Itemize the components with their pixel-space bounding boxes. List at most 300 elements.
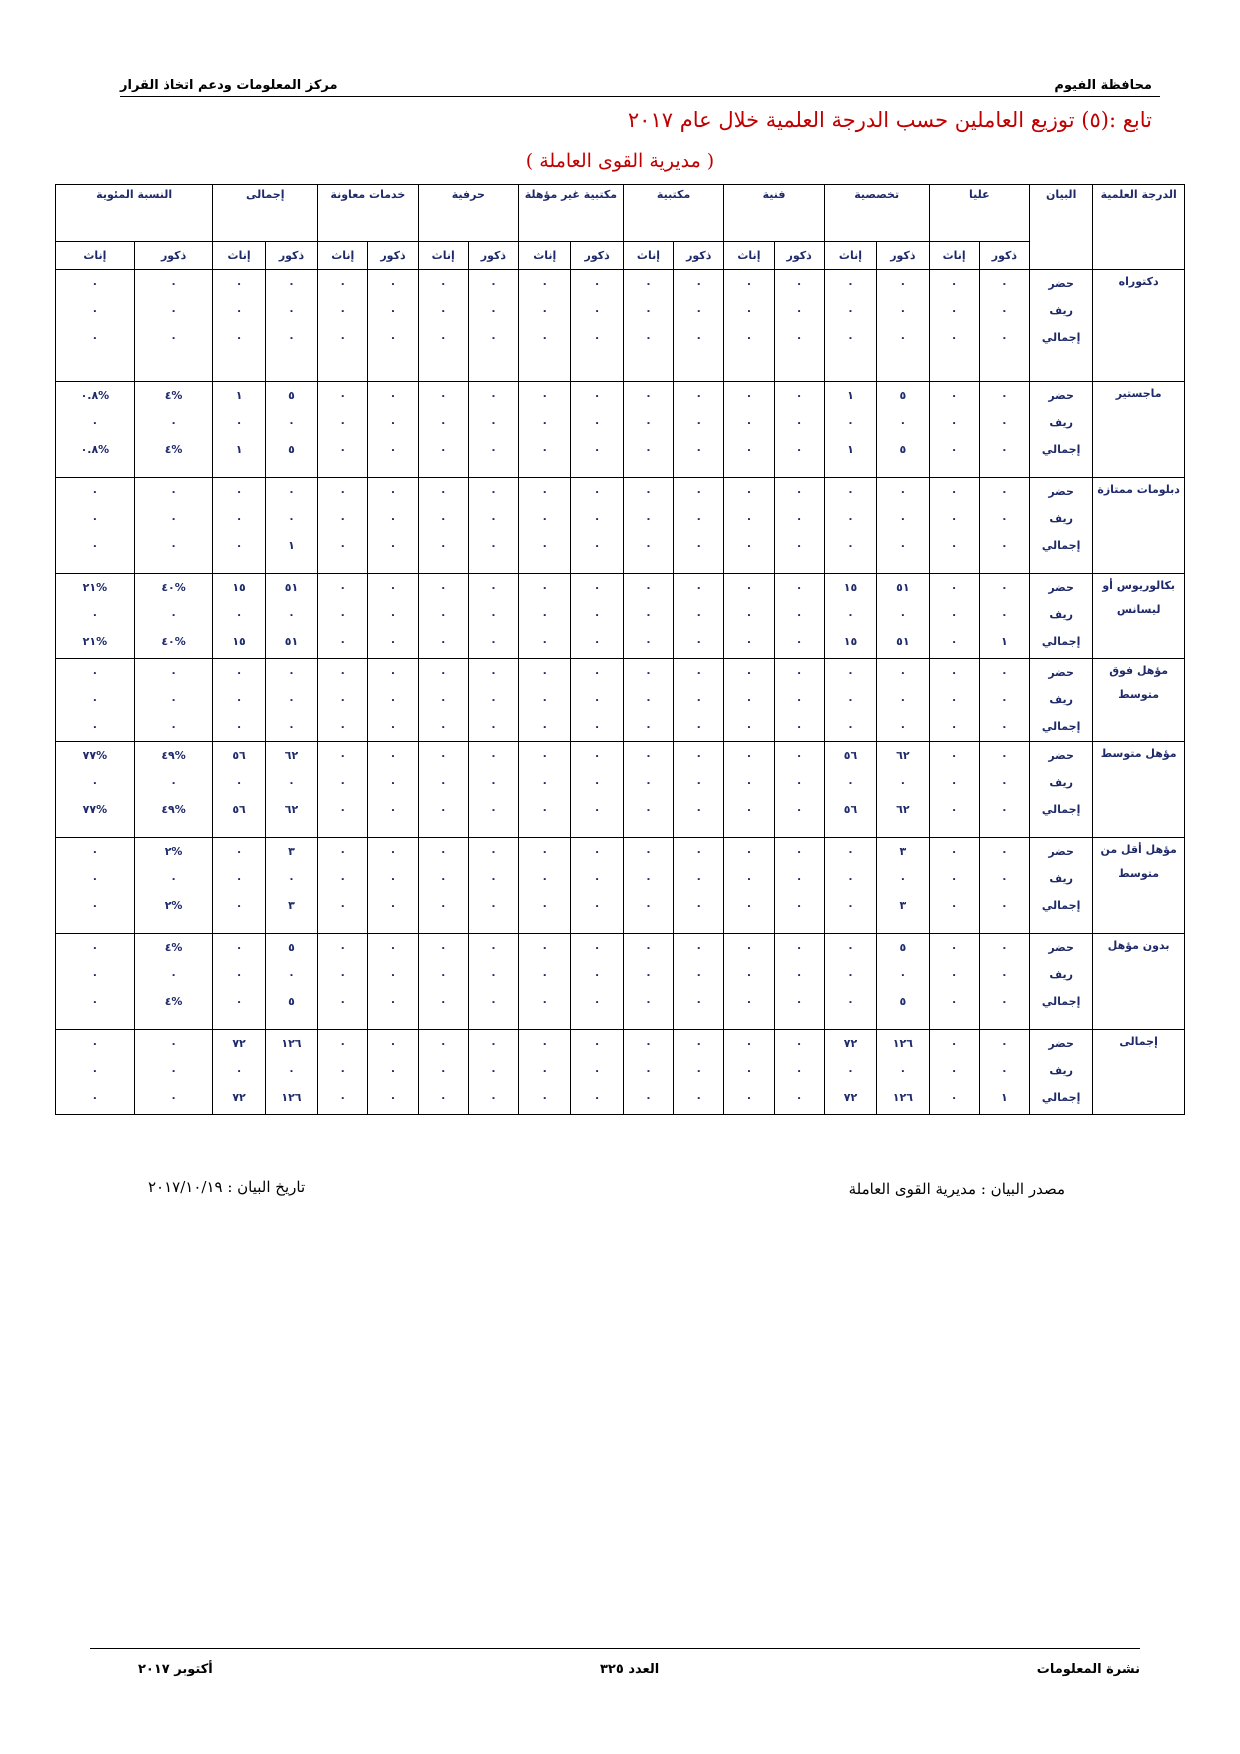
value: ٠ — [950, 331, 958, 344]
value-cell — [979, 270, 1029, 382]
value: ٠ — [91, 845, 99, 858]
value-cell — [368, 1030, 418, 1115]
value: %٤٩ — [161, 749, 186, 762]
value: ٠ — [695, 666, 703, 679]
value: ٠ — [795, 803, 803, 816]
value: ٠ — [339, 872, 347, 885]
value: ٥ — [288, 443, 295, 456]
value: ٠ — [899, 539, 907, 552]
value: ٠ — [288, 666, 295, 679]
value: ٠ — [745, 776, 753, 789]
value: ٠ — [490, 485, 497, 498]
value: ٠ — [950, 635, 958, 648]
group-header: النسبة المئوية — [56, 185, 213, 242]
row-label: إجمالي — [1041, 899, 1081, 912]
value: ٠ — [490, 635, 497, 648]
value-cell — [418, 838, 468, 934]
value-cell — [929, 574, 979, 659]
value: ٠ — [490, 539, 497, 552]
value: ٠ — [1001, 443, 1008, 456]
group-header: مكتبية غير مؤهلة — [519, 185, 624, 242]
value-cell — [571, 659, 623, 742]
value: ٠ — [795, 331, 803, 344]
value: ٣ — [899, 845, 907, 858]
female-header: إناث — [519, 242, 571, 270]
value-cell — [774, 742, 824, 838]
value: ٠ — [950, 389, 958, 402]
value-cell — [979, 742, 1029, 838]
value: ٠ — [645, 416, 652, 429]
value: ٠ — [288, 512, 295, 525]
value-cell — [318, 934, 368, 1030]
value: ٠ — [695, 749, 703, 762]
value: ٠ — [645, 899, 652, 912]
value-cell — [724, 478, 774, 574]
value: ٠ — [389, 1037, 397, 1050]
row-label: إجمالي — [1041, 720, 1081, 733]
value: ٠ — [950, 803, 958, 816]
value: ٠ — [950, 995, 958, 1008]
value: ٠ — [695, 1091, 703, 1104]
value: ٠ — [899, 720, 907, 733]
value: ٠ — [745, 331, 753, 344]
value: ٠ — [541, 941, 549, 954]
value: ٠ — [645, 539, 652, 552]
value: ٠ — [389, 803, 397, 816]
value: ٠ — [490, 416, 497, 429]
value: ٠ — [899, 776, 907, 789]
value: ٠ — [1001, 512, 1008, 525]
value: ٠ — [695, 1064, 703, 1077]
value: ٠ — [847, 485, 854, 498]
value: ٠ — [288, 416, 295, 429]
value: ٠ — [695, 485, 703, 498]
value: ٠ — [288, 720, 295, 733]
value: %٤ — [164, 995, 183, 1008]
value-cell — [265, 382, 317, 478]
value: ٠ — [950, 720, 958, 733]
value: ٠ — [593, 635, 601, 648]
value: ٠ — [593, 581, 601, 594]
value: ٠ — [439, 416, 447, 429]
value: ٠ — [170, 968, 177, 981]
value: ٠ — [645, 720, 652, 733]
value: ٠ — [170, 331, 177, 344]
value: ٠ — [91, 512, 99, 525]
value-cell — [674, 659, 724, 742]
value: ٠ — [288, 485, 295, 498]
value: ٠ — [745, 803, 753, 816]
value: ٠ — [645, 941, 652, 954]
value: ٠ — [795, 608, 803, 621]
value-cell — [318, 838, 368, 934]
value: ٥١ — [284, 635, 299, 648]
value: ٠ — [389, 776, 397, 789]
value-cell — [824, 574, 876, 659]
value: ٠ — [1001, 941, 1008, 954]
value: ٠ — [235, 666, 243, 679]
group-header: حرفية — [418, 185, 518, 242]
value: ١ — [288, 539, 295, 552]
value: ٠ — [389, 277, 397, 290]
value: ٠ — [950, 512, 958, 525]
value: ٠ — [950, 968, 958, 981]
value: ٠ — [439, 331, 447, 344]
value-cell — [774, 270, 824, 382]
value: ٠ — [795, 512, 803, 525]
value: ٠ — [389, 1091, 397, 1104]
value: ٠ — [645, 1064, 652, 1077]
table-row — [56, 742, 1185, 838]
female-header: إناث — [213, 242, 265, 270]
value: ٠ — [1001, 803, 1008, 816]
value: ٠ — [288, 968, 295, 981]
value: ٠ — [339, 1037, 347, 1050]
value-cell — [877, 659, 929, 742]
value: ٠ — [1001, 968, 1008, 981]
value: ٠ — [795, 277, 803, 290]
value-cell — [468, 574, 518, 659]
value: ٠ — [1001, 872, 1008, 885]
value: ٠ — [235, 416, 243, 429]
value: ٠ — [389, 968, 397, 981]
value-cell — [318, 478, 368, 574]
value: ٠ — [1001, 1064, 1008, 1077]
value-cell — [674, 742, 724, 838]
value: ٥ — [899, 443, 907, 456]
value: ٠ — [745, 968, 753, 981]
value-cell — [368, 742, 418, 838]
value: ٠ — [339, 899, 347, 912]
value: ٠ — [170, 872, 177, 885]
row-labels-cell — [1029, 934, 1092, 1030]
value: ٠ — [541, 485, 549, 498]
value: ٠ — [745, 635, 753, 648]
value: ٠ — [695, 608, 703, 621]
value-cell — [56, 478, 135, 574]
value-cell — [623, 934, 673, 1030]
value: %٢١ — [82, 635, 108, 648]
employees-table — [55, 184, 1185, 1115]
value: ٠ — [745, 389, 753, 402]
value-cell — [774, 478, 824, 574]
value: ٠ — [695, 899, 703, 912]
value: ٠ — [439, 666, 447, 679]
value: ٠ — [950, 941, 958, 954]
value-cell — [519, 574, 571, 659]
value: ٠ — [235, 968, 243, 981]
value-cell — [265, 574, 317, 659]
row-label: ريف — [1049, 416, 1073, 429]
value: ٠ — [541, 872, 549, 885]
value: ٠ — [541, 968, 549, 981]
value: ٠ — [235, 720, 243, 733]
value-cell — [468, 934, 518, 1030]
value: ٠ — [795, 1064, 803, 1077]
value: ٠ — [847, 1064, 854, 1077]
grade-cell: مؤهل أقل من متوسط — [1093, 838, 1185, 934]
value: ٠ — [439, 968, 447, 981]
value: ٠ — [541, 635, 549, 648]
footer-issue: العدد ٣٢٥ — [600, 1662, 660, 1677]
value: ٠ — [795, 635, 803, 648]
value-cell — [56, 574, 135, 659]
value-cell — [774, 382, 824, 478]
value-cell — [519, 838, 571, 934]
value: ٠ — [170, 277, 177, 290]
value: ٠ — [170, 304, 177, 317]
value: ٠ — [795, 416, 803, 429]
value-cell — [979, 838, 1029, 934]
value: ٠ — [899, 666, 907, 679]
male-header: ذكور — [674, 242, 724, 270]
value: ٠ — [541, 304, 549, 317]
value-cell — [318, 270, 368, 382]
value-cell — [134, 934, 213, 1030]
value-cell — [724, 382, 774, 478]
row-labels-cell — [1029, 574, 1092, 659]
value-cell — [418, 382, 468, 478]
value: ٠ — [899, 608, 907, 621]
value-cell — [265, 478, 317, 574]
value: ٠ — [645, 776, 652, 789]
value-cell — [774, 659, 824, 742]
value-cell — [318, 1030, 368, 1115]
row-label: ريف — [1049, 776, 1073, 789]
value: ٠ — [695, 941, 703, 954]
value-cell — [56, 838, 135, 934]
group-header: إجمالى — [213, 185, 318, 242]
value: ٠ — [745, 899, 753, 912]
value-cell — [623, 270, 673, 382]
value: ٠ — [1001, 331, 1008, 344]
value-cell — [824, 742, 876, 838]
table-row — [56, 270, 1185, 382]
value: ٠ — [695, 776, 703, 789]
row-label: حضر — [1048, 485, 1074, 498]
value: ٠ — [490, 872, 497, 885]
value: ٠ — [91, 899, 99, 912]
value: ٠ — [745, 485, 753, 498]
value-cell — [724, 838, 774, 934]
value-cell — [368, 270, 418, 382]
value: ٦٢ — [896, 749, 910, 762]
value: ٠ — [593, 899, 601, 912]
value: ٥٦ — [843, 749, 858, 762]
value-cell — [265, 934, 317, 1030]
value: ٠ — [645, 845, 652, 858]
value: ٠ — [899, 416, 907, 429]
value: ٠ — [490, 749, 497, 762]
value: ٠ — [593, 666, 601, 679]
value-cell — [774, 934, 824, 1030]
value-cell — [877, 382, 929, 478]
value: ٠ — [593, 608, 601, 621]
value: ٠ — [645, 512, 652, 525]
value: ١٢٦ — [281, 1091, 302, 1104]
value-cell — [623, 382, 673, 478]
value: ٠ — [91, 331, 99, 344]
value: ٠ — [339, 389, 347, 402]
value: ٠ — [645, 1037, 652, 1050]
value: ٠ — [645, 995, 652, 1008]
value-cell — [929, 1030, 979, 1115]
value-cell — [979, 934, 1029, 1030]
value: ٠ — [235, 485, 243, 498]
value: ٠ — [795, 720, 803, 733]
value-cell — [571, 382, 623, 478]
value: ٠ — [541, 776, 549, 789]
value-cell — [519, 478, 571, 574]
male-header: ذكور — [134, 242, 213, 270]
value-cell — [265, 270, 317, 382]
value: ٠ — [695, 443, 703, 456]
value: ٠ — [541, 581, 549, 594]
value: ٠ — [235, 899, 243, 912]
value: ٠ — [339, 635, 347, 648]
group-header: تخصصية — [824, 185, 929, 242]
value: ٠ — [339, 485, 347, 498]
value-cell — [213, 742, 265, 838]
value: ٠ — [389, 845, 397, 858]
value: ٠ — [170, 693, 177, 706]
value: ٠ — [593, 304, 601, 317]
row-label: ريف — [1049, 512, 1073, 525]
value: ٠ — [950, 776, 958, 789]
value: ٠ — [389, 389, 397, 402]
value-cell — [877, 574, 929, 659]
value: ٠ — [389, 693, 397, 706]
value: ٣ — [288, 899, 295, 912]
value: ٠ — [541, 845, 549, 858]
value: ٠ — [645, 389, 652, 402]
value-cell — [213, 270, 265, 382]
value: ٠ — [795, 776, 803, 789]
value-cell — [571, 838, 623, 934]
value-cell — [519, 742, 571, 838]
value-cell — [824, 659, 876, 742]
data-date: تاريخ البيان : ٢٠١٧/١٠/١٩ — [148, 1178, 306, 1196]
value-cell — [56, 382, 135, 478]
value: ٠ — [745, 749, 753, 762]
value-cell — [674, 478, 724, 574]
page-title: تابع :(٥) توزيع العاملين حسب الدرجة العلمية خلال عام ٢٠١٧ — [627, 108, 1152, 132]
value: ٠ — [745, 416, 753, 429]
value: ٠ — [593, 1037, 601, 1050]
value: ٥ — [899, 941, 907, 954]
value-cell — [674, 934, 724, 1030]
value: ٠ — [795, 968, 803, 981]
value: ٠ — [91, 872, 99, 885]
value: ٠ — [339, 512, 347, 525]
col-statement-header: البيان — [1029, 185, 1092, 270]
value: ٠ — [899, 872, 907, 885]
value: ٠ — [593, 968, 601, 981]
value: ٠ — [541, 666, 549, 679]
value-cell — [56, 1030, 135, 1115]
value: ٠ — [1001, 581, 1008, 594]
value: ٠ — [593, 872, 601, 885]
value: %٤ — [164, 941, 183, 954]
value: ٠ — [593, 693, 601, 706]
value: ٥ — [288, 995, 295, 1008]
value: ٠ — [490, 331, 497, 344]
footer-divider — [90, 1648, 1140, 1649]
value: ٠ — [593, 389, 601, 402]
value: ٠ — [645, 304, 652, 317]
value-cell — [824, 838, 876, 934]
value: ٠ — [593, 416, 601, 429]
value: ٠ — [1001, 899, 1008, 912]
value: ٠ — [490, 666, 497, 679]
value: ٠ — [847, 331, 854, 344]
value: ٠ — [490, 443, 497, 456]
value: ٠ — [847, 416, 854, 429]
male-header: ذكور — [979, 242, 1029, 270]
value: ٠ — [695, 1037, 703, 1050]
value: ٠ — [490, 899, 497, 912]
group-header: عليا — [929, 185, 1029, 242]
row-label: إجمالي — [1041, 635, 1081, 648]
value: ٠ — [541, 693, 549, 706]
value: ٠ — [795, 872, 803, 885]
value: ٠ — [490, 304, 497, 317]
grade-cell: مؤهل فوق متوسط — [1093, 659, 1185, 742]
value: ٠ — [439, 581, 447, 594]
value: ٠ — [745, 581, 753, 594]
value: ١٥ — [232, 581, 246, 594]
value: ٠ — [439, 995, 447, 1008]
value: ٠ — [593, 720, 601, 733]
value-cell — [571, 270, 623, 382]
value-cell — [877, 838, 929, 934]
value: ٠ — [645, 803, 652, 816]
value: ٠ — [389, 304, 397, 317]
value: ٠ — [170, 720, 177, 733]
value-cell — [774, 838, 824, 934]
value-cell — [724, 1030, 774, 1115]
value-cell — [56, 934, 135, 1030]
value: ٠ — [847, 720, 854, 733]
value-cell — [468, 270, 518, 382]
value: ٠ — [490, 776, 497, 789]
value-cell — [468, 659, 518, 742]
value-cell — [468, 1030, 518, 1115]
male-header: ذكور — [265, 242, 317, 270]
value: ٠ — [1001, 389, 1008, 402]
value: ٠ — [593, 803, 601, 816]
value: ٠ — [795, 899, 803, 912]
value-cell — [519, 1030, 571, 1115]
value: ٠ — [339, 539, 347, 552]
group-header: خدمات معاونة — [318, 185, 418, 242]
value: ٠ — [645, 693, 652, 706]
female-header: إناث — [929, 242, 979, 270]
value: ٠ — [593, 995, 601, 1008]
value-cell — [318, 382, 368, 478]
value: ٠ — [389, 666, 397, 679]
value: ٠ — [439, 1037, 447, 1050]
value-cell — [724, 574, 774, 659]
row-label: إجمالي — [1041, 331, 1081, 344]
value-cell — [318, 742, 368, 838]
value: ٠ — [645, 485, 652, 498]
value: %٧٧ — [82, 749, 108, 762]
value: ٠ — [541, 1064, 549, 1077]
row-label: حضر — [1048, 581, 1074, 594]
table-row — [56, 382, 1185, 478]
value: ٠ — [1001, 693, 1008, 706]
